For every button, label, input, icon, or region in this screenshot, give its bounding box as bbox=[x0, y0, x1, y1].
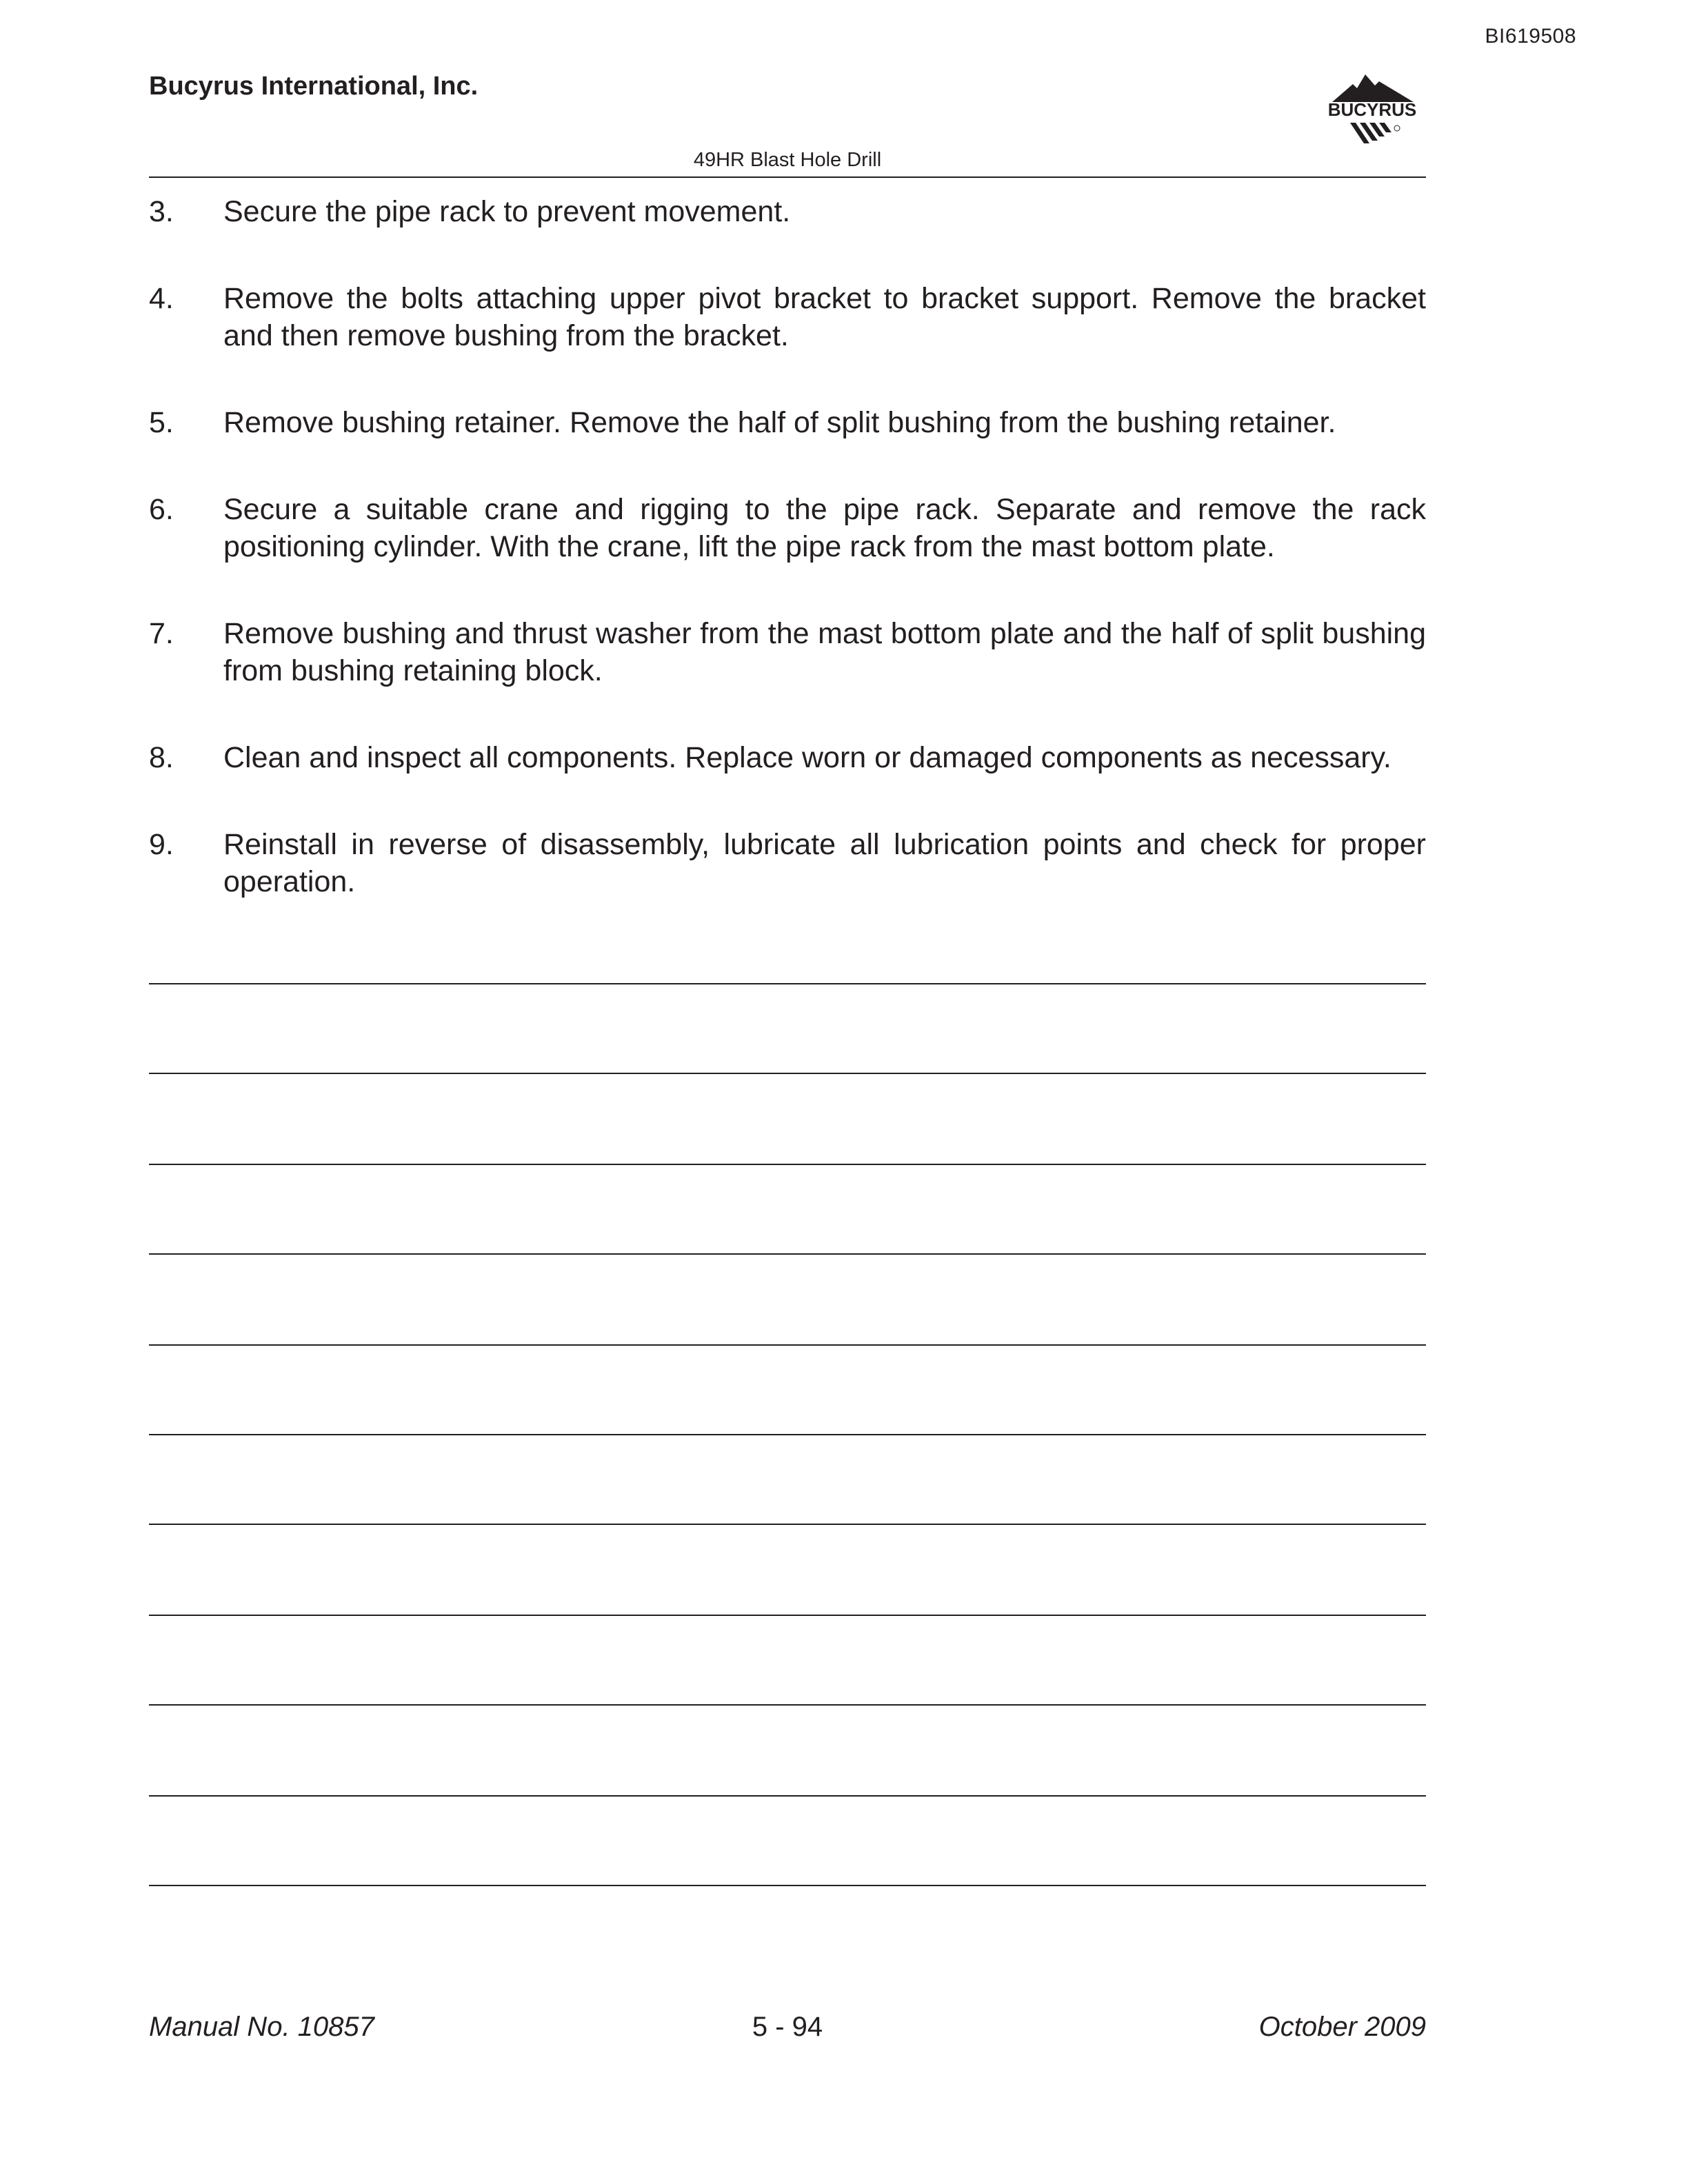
step-item bbox=[149, 826, 1426, 900]
step-item bbox=[149, 193, 1426, 230]
logo-mountain-shape bbox=[1332, 74, 1414, 102]
step-text: Secure the pipe rack to prevent movement. bbox=[223, 195, 791, 228]
step-number: 7. bbox=[149, 617, 174, 650]
step-item bbox=[149, 404, 1426, 441]
step-number: 4. bbox=[149, 282, 174, 315]
procedure-steps bbox=[149, 193, 1426, 950]
step-item bbox=[149, 739, 1426, 776]
notes-line bbox=[149, 1344, 1426, 1346]
step-item bbox=[149, 491, 1426, 565]
logo-stripe-4 bbox=[1379, 123, 1391, 132]
bucyrus-logo bbox=[1310, 72, 1434, 153]
page-footer bbox=[149, 2012, 1426, 2046]
company-name: Bucyrus International, Inc. bbox=[149, 72, 479, 101]
document-subtitle: 49HR Blast Hole Drill bbox=[693, 149, 882, 171]
notes-line bbox=[149, 1885, 1426, 1886]
notes-line bbox=[149, 1704, 1426, 1706]
step-item bbox=[149, 615, 1426, 689]
manual-number: Manual No. 10857 bbox=[149, 2012, 374, 2042]
notes-line bbox=[149, 1073, 1426, 1074]
logo-wordmark: BUCYRUS bbox=[1327, 99, 1417, 120]
step-item bbox=[149, 280, 1426, 354]
step-text: Remove bushing retainer. Remove the half of split bushing from the bushing retainer. bbox=[223, 406, 1336, 439]
notes-line bbox=[149, 1164, 1426, 1165]
notes-line bbox=[149, 1253, 1426, 1255]
registered-mark-icon bbox=[1394, 125, 1400, 131]
document-id: BI619508 bbox=[1485, 25, 1576, 48]
step-number: 9. bbox=[149, 828, 174, 861]
notes-line bbox=[149, 1524, 1426, 1525]
notes-line bbox=[149, 1795, 1426, 1797]
notes-line bbox=[149, 1434, 1426, 1435]
step-number: 8. bbox=[149, 741, 174, 774]
step-number: 6. bbox=[149, 493, 174, 526]
header-rule bbox=[149, 176, 1426, 178]
step-number: 5. bbox=[149, 406, 174, 439]
publication-date: October 2009 bbox=[1258, 2012, 1426, 2042]
step-text: Remove bushing and thrust washer from the mast bottom plate and the half of split bushing from bushing retaining block. bbox=[223, 617, 1426, 687]
step-number: 3. bbox=[149, 195, 174, 228]
step-text: Remove the bolts attaching upper pivot bracket to bracket support. Remove the bracket and then remove bushing from the bracket. bbox=[223, 282, 1426, 352]
notes-line bbox=[149, 1615, 1426, 1616]
step-text: Reinstall in reverse of disassembly, lubricate all lubrication points and check for proper operation. bbox=[223, 828, 1426, 898]
step-text: Clean and inspect all components. Replace worn or damaged components as necessary. bbox=[223, 741, 1391, 774]
notes-line bbox=[149, 983, 1426, 984]
page-number: 5 - 94 bbox=[752, 2012, 823, 2042]
step-text: Secure a suitable crane and rigging to the pipe rack. Separate and remove the rack positioning cylinder. With the crane, lift the pipe rack from the mast bottom plate. bbox=[223, 493, 1426, 563]
